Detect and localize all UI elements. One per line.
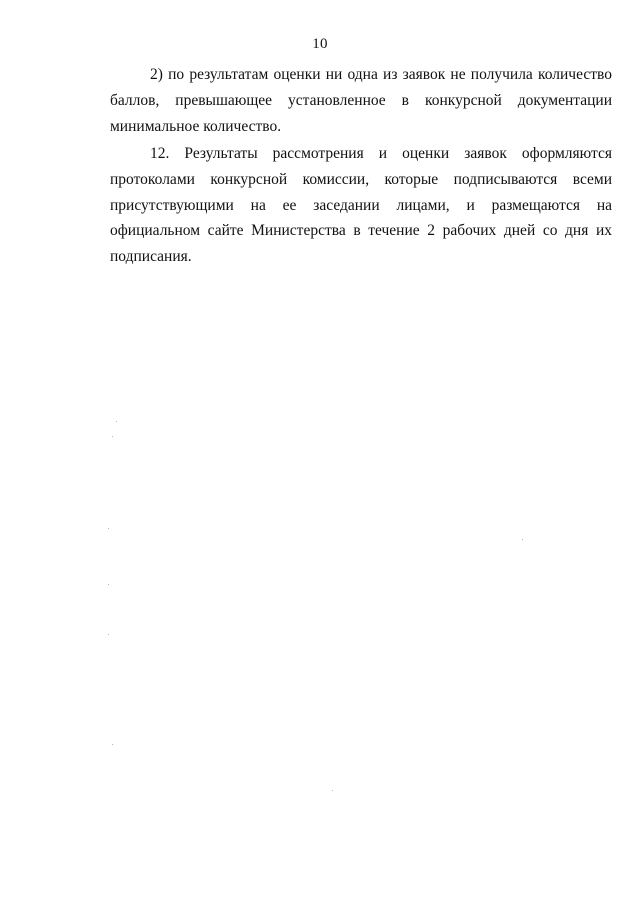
paragraph-text: 2) по результатам оценки ни одна из заявок не получила количество баллов, превышающее установленное в конкурсной документации минимальное количество. [110,66,612,135]
scan-speck [522,539,523,540]
scan-speck [108,584,109,585]
paragraph-text: 12. Результаты рассмотрения и оценки заявок оформляются протоколами конкурсной комиссии, которые подписываются всеми присутствующими на ее заседании лицами, и размещаются на официальном сайте Министерства в течение 2 рабочих дней со дня их подписания. [110,145,612,266]
scan-speck [112,744,113,745]
paragraph-item-2 [110,62,612,139]
scan-speck [116,421,117,422]
scan-speck [332,790,333,791]
scan-speck [108,528,109,529]
scan-speck [112,436,113,437]
paragraph-section-12 [110,141,612,270]
scan-speck [108,634,109,635]
page-number: 10 [312,36,328,52]
